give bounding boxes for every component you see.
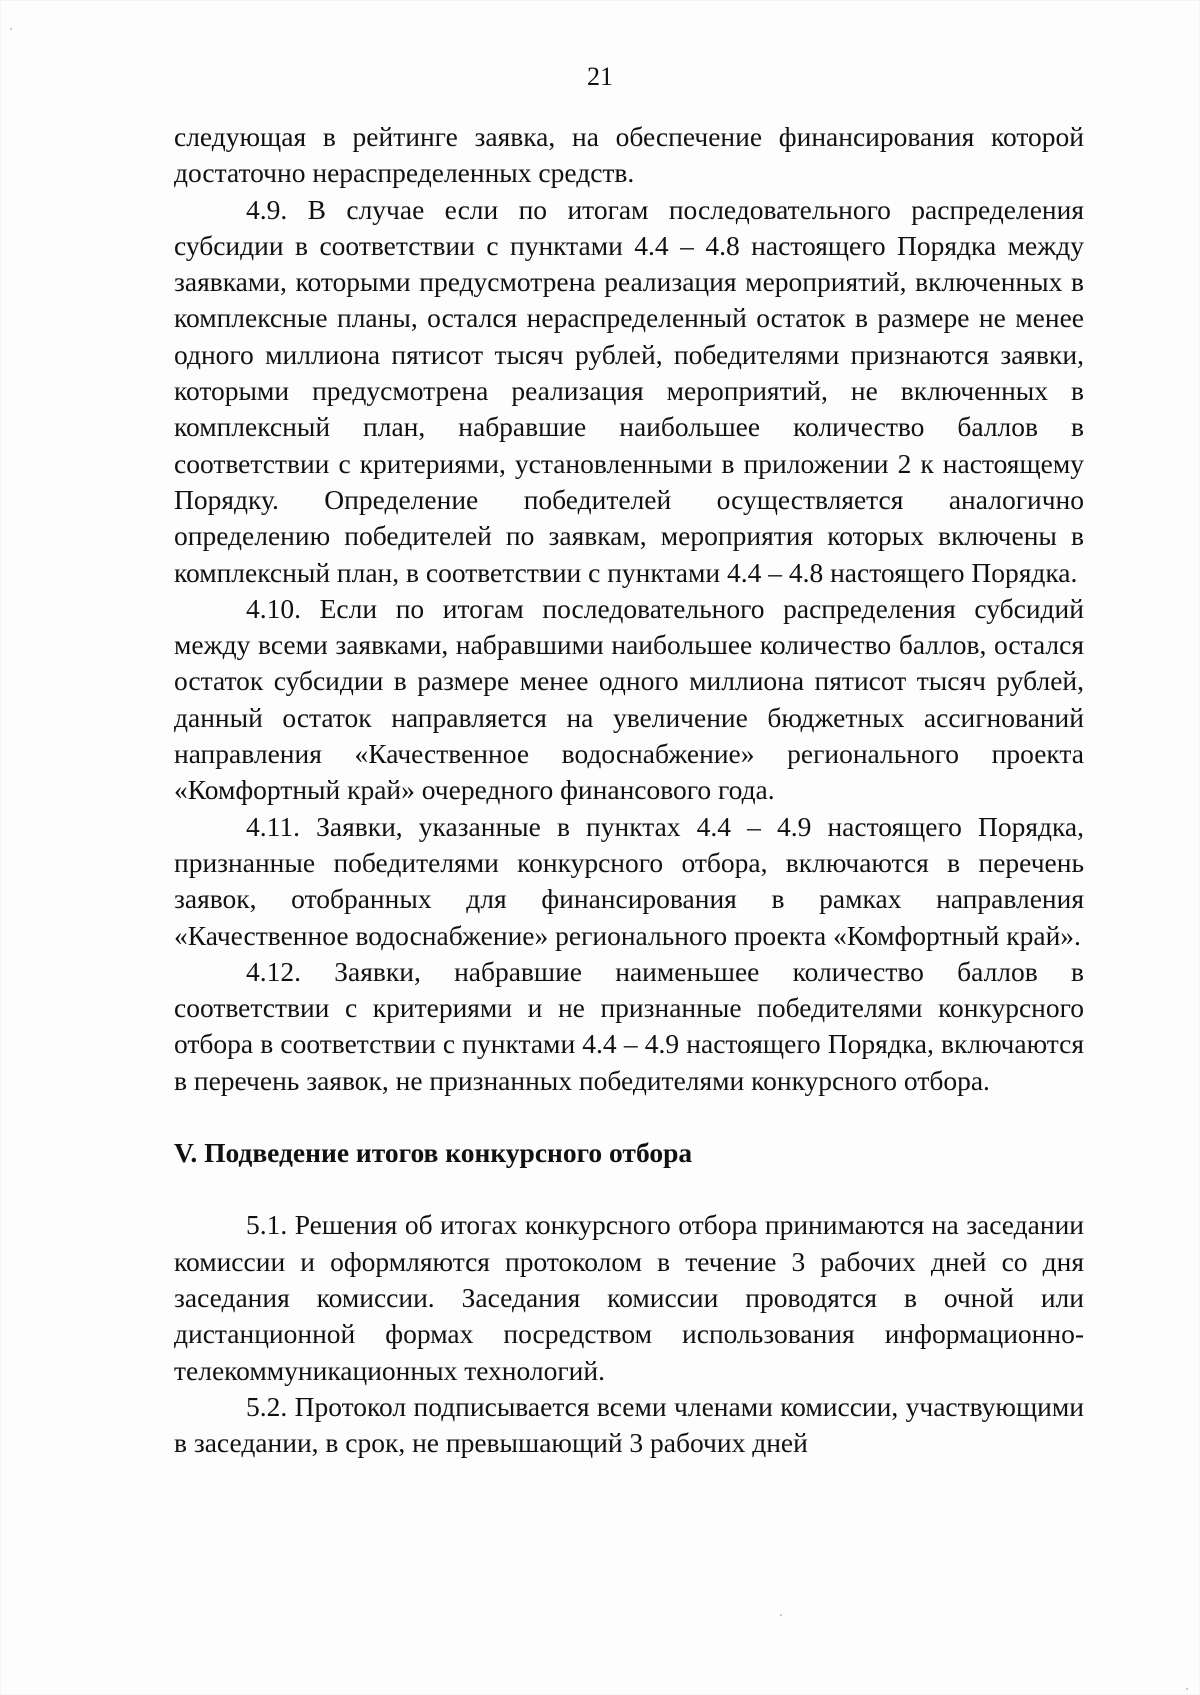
document-body — [174, 119, 1084, 1461]
paragraph-4-9: 4.9. В случае если по итогам последовательного распределения субсидии в соответствии с пунктами 4.4 – 4.8 настоящего Порядка между заявками, которыми предусмотрена реализация мероприятий, включенных в комплексные планы, остался нераспределенный остаток в размере не менее одного миллиона пятисот тысяч рублей, победителями признаются заявки, которыми предусмотрена реализация мероприятий, не включенных в комплексный план, набравшие наибольшее количество баллов в соответствии с критериями, установленными в приложении 2 к настоящему Порядку. Определение победителей осуществляется аналогично определению победителей по заявкам, мероприятия которых включены в комплексный план, в соответствии с пунктами 4.4 – 4.8 настоящего Порядка. — [174, 193, 1084, 588]
paragraph-4-11: 4.11. Заявки, указанные в пунктах 4.4 – 4.9 настоящего Порядка, признанные победителями конкурсного отбора, включаются в перечень заявок, отобранных для финансирования в рамках направления «Качественное водоснабжение» регионального проекта «Комфортный край». — [174, 810, 1084, 951]
scan-speck — [780, 1614, 782, 1616]
section-heading-v: V. Подведение итогов конкурсного отбора — [174, 1137, 693, 1169]
paragraph-continuation: следующая в рейтинге заявка, на обеспечение финансирования которой достаточно нераспределенных средств. — [174, 121, 1084, 189]
paragraph-4-12: 4.12. Заявки, набравшие наименьшее количество баллов в соответствии с критериями и не признанные победителями конкурсного отбора в соответствии с пунктами 4.4 – 4.9 настоящего Порядка, включаются в перечень заявок, не признанных победителями конкурсного отбора. — [174, 955, 1084, 1096]
page-number: 21 — [587, 62, 613, 91]
paragraph-5-2: 5.2. Протокол подписывается всеми членами комиссии, участвующими в заседании, в срок, не превышающий 3 рабочих дней — [174, 1390, 1084, 1459]
paragraph-5-1: 5.1. Решения об итогах конкурсного отбора принимаются на заседании комиссии и оформляются протоколом в течение 3 рабочих дней со дня заседания комиссии. Заседания комиссии проводятся в очной или дистанционной формах посредством использования информационно-телекоммуникационных технологий. — [174, 1209, 1084, 1386]
paragraph-4-10: 4.10. Если по итогам последовательного распределения субсидий между всеми заявками, набравшими наибольшее количество баллов, остался остаток субсидии в размере менее одного миллиона пятисот тысяч рублей, данный остаток направляется на увеличение бюджетных ассигнований направления «Качественное водоснабжение» регионального проекта «Комфортный край» очередного финансового года. — [174, 592, 1084, 806]
scan-speck — [1186, 1688, 1188, 1690]
scan-speck — [10, 28, 12, 30]
